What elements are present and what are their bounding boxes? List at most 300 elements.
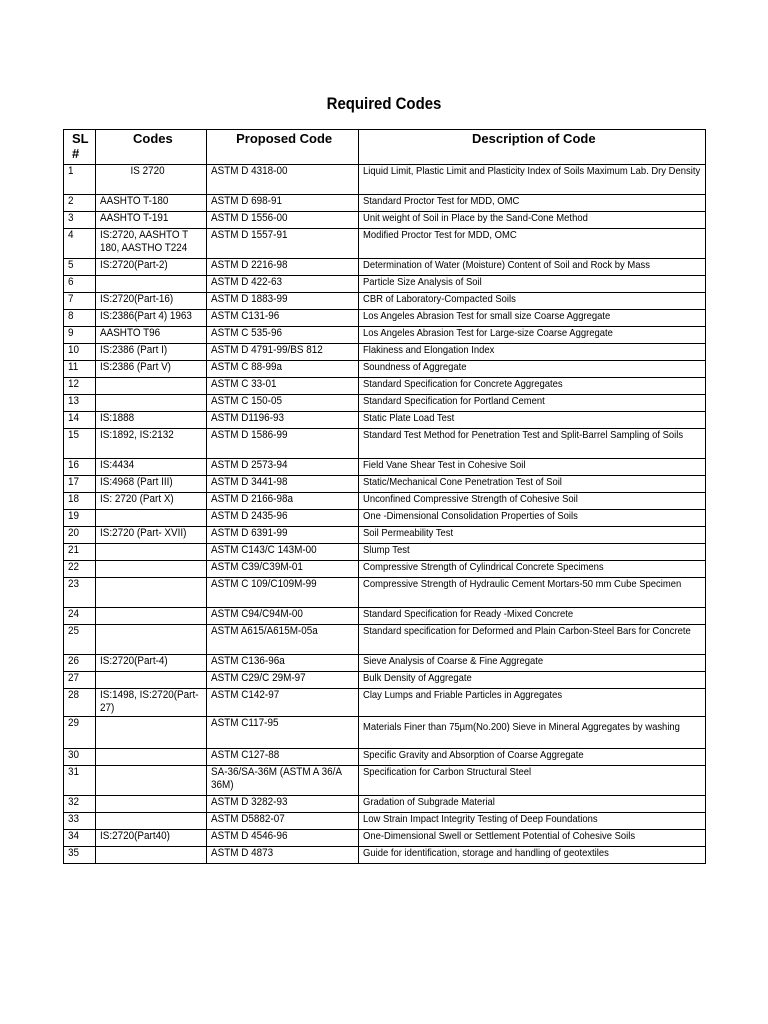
row-proposed-code-cell (206, 229, 358, 259)
row-proposed-code: ASTM C117-95 (210, 717, 279, 729)
row-codes-cell (96, 813, 207, 830)
row-proposed-code-cell (206, 813, 358, 830)
row-description: Bulk Density of Aggregate (362, 672, 472, 684)
row-codes-cell (96, 510, 207, 527)
row-description-cell (358, 412, 705, 429)
row-sl: 26 (68, 655, 80, 667)
row-sl-cell (64, 561, 96, 578)
row-codes-cell (96, 561, 207, 578)
row-description: CBR of Laboratory-Compacted Soils (362, 293, 516, 305)
row-codes-cell (96, 195, 207, 212)
table-row (64, 327, 706, 344)
row-proposed-code-cell (206, 276, 358, 293)
row-sl-cell (64, 766, 96, 796)
row-description: Standard Proctor Test for MDD, OMC (362, 195, 519, 207)
row-description-cell (358, 361, 705, 378)
row-sl: 4 (68, 229, 74, 241)
row-description-cell (358, 796, 705, 813)
table-row (64, 361, 706, 378)
row-codes: IS:1892, IS:2132 (100, 429, 174, 441)
row-description-cell (358, 429, 705, 459)
row-sl-cell (64, 493, 96, 510)
table-row (64, 229, 706, 259)
table-row (64, 195, 706, 212)
row-sl: 3 (68, 212, 74, 224)
row-sl-cell (64, 625, 96, 655)
row-proposed-code: ASTM C127-88 (210, 749, 279, 761)
row-codes-cell (96, 276, 207, 293)
row-codes: IS:1498, IS:2720(Part-27) (100, 689, 199, 714)
row-codes-cell (96, 625, 207, 655)
row-sl-cell (64, 212, 96, 229)
row-proposed-code: ASTM C 88-99a (210, 361, 282, 373)
row-proposed-code: ASTM D 3441-98 (210, 476, 288, 488)
row-description: Unit weight of Soil in Place by the Sand-Cone Method (362, 212, 588, 224)
row-description: Los Angeles Abrasion Test for Large-size Coarse Aggregate (362, 327, 613, 339)
table-row (64, 544, 706, 561)
row-sl: 5 (68, 259, 74, 271)
row-description-cell (358, 327, 705, 344)
row-proposed-code: ASTM D 6391-99 (210, 527, 288, 539)
row-proposed-code: ASTM A615/A615M-05a (210, 625, 318, 637)
table-row (64, 476, 706, 493)
row-proposed-code-cell (206, 796, 358, 813)
row-sl-cell (64, 378, 96, 395)
row-description: Unconfined Compressive Strength of Cohesive Soil (362, 493, 578, 505)
row-codes: IS:2720(Part-16) (100, 293, 174, 305)
row-description: Guide for identification, storage and handling of geotextiles (362, 847, 609, 859)
row-sl: 6 (68, 276, 74, 288)
row-proposed-code-cell (206, 361, 358, 378)
row-sl-cell (64, 717, 96, 749)
row-codes-cell (96, 527, 207, 544)
table-row (64, 395, 706, 412)
row-sl-cell (64, 327, 96, 344)
row-sl-cell (64, 310, 96, 327)
table-row (64, 412, 706, 429)
table-row (64, 165, 706, 195)
row-proposed-code: ASTM D 1557-91 (210, 229, 288, 241)
row-description: Standard Specification for Ready -Mixed Concrete (362, 608, 573, 620)
row-description-cell (358, 195, 705, 212)
row-codes-cell (96, 378, 207, 395)
row-proposed-code-cell (206, 395, 358, 412)
row-proposed-code-cell (206, 672, 358, 689)
row-description: Compressive Strength of Cylindrical Concrete Specimens (362, 561, 604, 573)
row-sl: 25 (68, 625, 80, 637)
row-sl: 10 (68, 344, 80, 356)
table-row (64, 310, 706, 327)
row-codes: IS:4434 (100, 459, 135, 471)
row-sl: 15 (68, 429, 80, 441)
row-description: One -Dimensional Consolidation Properties of Soils (362, 510, 578, 522)
row-codes-cell (96, 293, 207, 310)
row-description: Static/Mechanical Cone Penetration Test of Soil (362, 476, 562, 488)
row-codes-cell (96, 361, 207, 378)
row-codes-cell (96, 578, 207, 608)
row-description: One-Dimensional Swell or Settlement Potential of Cohesive Soils (362, 830, 635, 842)
row-sl: 35 (68, 847, 80, 859)
table-row (64, 429, 706, 459)
row-proposed-code: ASTM C29/C 29M-97 (210, 672, 306, 684)
row-proposed-code-cell (206, 310, 358, 327)
row-proposed-code: ASTM D 1556-00 (210, 212, 288, 224)
row-proposed-code-cell (206, 493, 358, 510)
row-sl-cell (64, 429, 96, 459)
table-row (64, 259, 706, 276)
row-proposed-code: ASTM D 4873 (210, 847, 273, 859)
row-proposed-code: ASTM D1196-93 (210, 412, 284, 424)
row-sl-cell (64, 847, 96, 864)
row-description: Standard Specification for Portland Cement (362, 395, 545, 407)
row-proposed-code-cell (206, 259, 358, 276)
row-proposed-code-cell (206, 766, 358, 796)
row-codes-cell (96, 310, 207, 327)
row-sl: 27 (68, 672, 80, 684)
table-row (64, 527, 706, 544)
row-description: Slump Test (362, 544, 410, 556)
header-sl: SL # (64, 130, 96, 165)
row-codes-cell (96, 259, 207, 276)
row-sl-cell (64, 276, 96, 293)
row-codes: IS:2720(Part-4) (100, 655, 168, 667)
row-codes-cell (96, 847, 207, 864)
table-row (64, 378, 706, 395)
row-codes: AASHTO T96 (100, 327, 161, 339)
row-sl-cell (64, 395, 96, 412)
row-proposed-code: ASTM C94/C94M-00 (210, 608, 303, 620)
table-row (64, 293, 706, 310)
table-row (64, 655, 706, 672)
row-proposed-code-cell (206, 429, 358, 459)
row-proposed-code: ASTM D 2573-94 (210, 459, 288, 471)
row-codes-cell (96, 165, 207, 195)
row-proposed-code: ASTM D 4791-99/BS 812 (210, 344, 323, 356)
row-proposed-code: SA-36/SA-36M (ASTM A 36/A 36M) (210, 766, 342, 791)
row-description-cell (358, 766, 705, 796)
row-sl-cell (64, 813, 96, 830)
row-sl-cell (64, 544, 96, 561)
row-proposed-code-cell (206, 165, 358, 195)
row-description: Determination of Water (Moisture) Content of Soil and Rock by Mass (362, 259, 650, 271)
row-codes-cell (96, 395, 207, 412)
row-description-cell (358, 276, 705, 293)
row-proposed-code: ASTM D 698-91 (210, 195, 282, 207)
row-proposed-code-cell (206, 212, 358, 229)
row-sl: 12 (68, 378, 80, 390)
row-description-cell (358, 476, 705, 493)
header-description: Description of Code (358, 130, 705, 165)
row-proposed-code-cell (206, 561, 358, 578)
row-codes: IS:2386 (Part V) (100, 361, 172, 373)
row-sl-cell (64, 830, 96, 847)
row-description-cell (358, 578, 705, 608)
header-codes: Codes (96, 130, 207, 165)
row-sl: 9 (68, 327, 74, 339)
row-proposed-code: ASTM C39/C39M-01 (210, 561, 303, 573)
row-description-cell (358, 459, 705, 476)
row-sl: 24 (68, 608, 80, 620)
table-row (64, 578, 706, 608)
row-description-cell (358, 813, 705, 830)
row-codes-cell (96, 749, 207, 766)
row-codes: IS:4968 (Part III) (100, 476, 173, 488)
row-codes: AASHTO T-191 (100, 212, 169, 224)
row-sl: 17 (68, 476, 80, 488)
row-sl: 29 (68, 717, 80, 729)
row-codes-cell (96, 344, 207, 361)
row-sl-cell (64, 672, 96, 689)
row-proposed-code-cell (206, 749, 358, 766)
row-proposed-code-cell (206, 655, 358, 672)
table-row (64, 608, 706, 625)
row-description-cell (358, 165, 705, 195)
row-description: Particle Size Analysis of Soil (362, 276, 482, 288)
row-proposed-code-cell (206, 459, 358, 476)
table-row (64, 717, 706, 749)
table-row (64, 830, 706, 847)
row-proposed-code: ASTM D 422-63 (210, 276, 282, 288)
row-codes: IS: 2720 (Part X) (100, 493, 174, 505)
row-description: Standard Test Method for Penetration Test and Split-Barrel Sampling of Soils (362, 429, 683, 441)
row-description-cell (358, 293, 705, 310)
row-codes-cell (96, 429, 207, 459)
row-sl: 1 (68, 165, 74, 177)
row-description: Soil Permeability Test (362, 527, 453, 539)
row-proposed-code: ASTM D 4318-00 (210, 165, 288, 177)
row-description-cell (358, 830, 705, 847)
row-description: Standard Specification for Concrete Aggregates (362, 378, 563, 390)
row-description-cell (358, 672, 705, 689)
row-sl-cell (64, 195, 96, 212)
table-row (64, 689, 706, 717)
row-codes-cell (96, 544, 207, 561)
row-proposed-code-cell (206, 578, 358, 608)
row-description: Liquid Limit, Plastic Limit and Plasticity Index of Soils Maximum Lab. Dry Density (362, 165, 700, 177)
table-row (64, 625, 706, 655)
row-proposed-code: ASTM C 535-96 (210, 327, 282, 339)
row-sl: 28 (68, 689, 80, 701)
row-codes-cell (96, 459, 207, 476)
row-sl-cell (64, 361, 96, 378)
row-description-cell (358, 527, 705, 544)
row-sl-cell (64, 476, 96, 493)
header-proposed-code: Proposed Code (206, 130, 358, 165)
row-sl: 7 (68, 293, 74, 305)
table-row (64, 847, 706, 864)
row-codes-cell (96, 229, 207, 259)
header-row (64, 130, 706, 165)
row-codes-cell (96, 830, 207, 847)
row-codes-cell (96, 493, 207, 510)
row-description: Modified Proctor Test for MDD, OMC (362, 229, 517, 241)
row-codes-cell (96, 412, 207, 429)
row-sl: 22 (68, 561, 80, 573)
row-description: Soundness of Aggregate (362, 361, 467, 373)
table-row (64, 212, 706, 229)
row-codes: IS 2720 (130, 165, 165, 177)
row-description-cell (358, 229, 705, 259)
row-proposed-code: ASTM D 3282-93 (210, 796, 288, 808)
row-sl: 19 (68, 510, 80, 522)
row-codes-cell (96, 796, 207, 813)
row-proposed-code-cell (206, 625, 358, 655)
row-proposed-code: ASTM D 1586-99 (210, 429, 288, 441)
row-sl: 8 (68, 310, 74, 322)
row-codes: IS:2386(Part 4) 1963 (100, 310, 192, 322)
row-sl-cell (64, 608, 96, 625)
row-proposed-code-cell (206, 378, 358, 395)
row-description-cell (358, 689, 705, 717)
row-proposed-code: ASTM C131-96 (210, 310, 279, 322)
row-codes: IS:2720(Part40) (100, 830, 170, 842)
row-description: Standard specification for Deformed and Plain Carbon-Steel Bars for Concrete (362, 625, 691, 637)
row-proposed-code: ASTM D 2435-96 (210, 510, 288, 522)
row-proposed-code: ASTM D 2166-98a (210, 493, 293, 505)
row-sl: 21 (68, 544, 80, 556)
row-description-cell (358, 608, 705, 625)
row-description: Los Angeles Abrasion Test for small size Coarse Aggregate (362, 310, 610, 322)
row-codes-cell (96, 717, 207, 749)
row-proposed-code-cell (206, 412, 358, 429)
row-description-cell (358, 344, 705, 361)
row-description-cell (358, 717, 705, 749)
row-description: Low Strain Impact Integrity Testing of Deep Foundations (362, 813, 598, 825)
row-proposed-code: ASTM C142-97 (210, 689, 279, 701)
row-sl-cell (64, 796, 96, 813)
row-description-cell (358, 625, 705, 655)
table-header (64, 130, 706, 165)
row-codes: IS:2720(Part-2) (100, 259, 168, 271)
row-sl-cell (64, 344, 96, 361)
row-proposed-code: ASTM C 109/C109M-99 (210, 578, 317, 590)
row-description-cell (358, 493, 705, 510)
row-proposed-code: ASTM D5882-07 (210, 813, 285, 825)
row-sl: 18 (68, 493, 80, 505)
row-description-cell (358, 310, 705, 327)
row-sl: 23 (68, 578, 80, 590)
row-sl: 2 (68, 195, 74, 207)
row-sl-cell (64, 527, 96, 544)
row-sl: 32 (68, 796, 80, 808)
table-row (64, 510, 706, 527)
row-description-cell (358, 212, 705, 229)
row-codes: AASHTO T-180 (100, 195, 169, 207)
row-description-cell (358, 510, 705, 527)
table-row (64, 276, 706, 293)
row-proposed-code: ASTM D 1883-99 (210, 293, 288, 305)
row-sl-cell (64, 165, 96, 195)
table-body (64, 165, 706, 864)
row-sl: 33 (68, 813, 80, 825)
table-row (64, 672, 706, 689)
row-description: Sieve Analysis of Coarse & Fine Aggregate (362, 655, 543, 667)
row-sl: 34 (68, 830, 80, 842)
row-sl-cell (64, 655, 96, 672)
row-codes-cell (96, 655, 207, 672)
row-codes-cell (96, 689, 207, 717)
row-proposed-code-cell (206, 344, 358, 361)
row-proposed-code-cell (206, 476, 358, 493)
row-description: Specific Gravity and Absorption of Coarse Aggregate (362, 749, 584, 761)
row-description: Static Plate Load Test (362, 412, 454, 424)
row-proposed-code-cell (206, 327, 358, 344)
row-proposed-code: ASTM C143/C 143M-00 (210, 544, 317, 556)
row-codes: IS:2720, AASHTO T 180, AASTHO T224 (100, 229, 189, 254)
row-sl: 14 (68, 412, 80, 424)
row-proposed-code: ASTM C 33-01 (210, 378, 277, 390)
row-description-cell (358, 847, 705, 864)
row-codes-cell (96, 327, 207, 344)
row-proposed-code: ASTM C 150-05 (210, 395, 282, 407)
row-sl: 30 (68, 749, 80, 761)
row-sl-cell (64, 578, 96, 608)
row-codes: IS:2386 (Part I) (100, 344, 168, 356)
row-proposed-code-cell (206, 510, 358, 527)
row-description: Field Vane Shear Test in Cohesive Soil (362, 459, 526, 471)
row-description: Materials Finer than 75µm(No.200) Sieve in Mineral Aggregates by washing (362, 721, 680, 733)
row-description-cell (358, 561, 705, 578)
row-description-cell (358, 655, 705, 672)
row-proposed-code-cell (206, 293, 358, 310)
row-sl-cell (64, 749, 96, 766)
row-sl-cell (64, 412, 96, 429)
row-proposed-code-cell (206, 689, 358, 717)
row-sl: 13 (68, 395, 80, 407)
codes-table (63, 129, 706, 864)
row-sl-cell (64, 459, 96, 476)
table-row (64, 344, 706, 361)
row-description: Specification for Carbon Structural Steel (362, 766, 531, 778)
row-proposed-code: ASTM C136-96a (210, 655, 285, 667)
row-proposed-code-cell (206, 195, 358, 212)
table-row (64, 749, 706, 766)
row-codes-cell (96, 608, 207, 625)
table-row (64, 796, 706, 813)
row-proposed-code: ASTM D 2216-98 (210, 259, 288, 271)
table-row (64, 766, 706, 796)
row-description-cell (358, 395, 705, 412)
row-codes: IS:1888 (100, 412, 135, 424)
row-proposed-code-cell (206, 830, 358, 847)
row-description-cell (358, 378, 705, 395)
row-description: Flakiness and Elongation Index (362, 344, 494, 356)
row-proposed-code-cell (206, 527, 358, 544)
row-description: Compressive Strength of Hydraulic Cement Mortars-50 mm Cube Specimen (362, 578, 681, 590)
table-row (64, 561, 706, 578)
row-sl: 31 (68, 766, 80, 778)
row-description-cell (358, 749, 705, 766)
row-codes-cell (96, 212, 207, 229)
row-proposed-code: ASTM D 4546-96 (210, 830, 288, 842)
row-proposed-code-cell (206, 717, 358, 749)
row-sl: 11 (68, 361, 79, 373)
table-row (64, 493, 706, 510)
row-sl: 20 (68, 527, 80, 539)
row-proposed-code-cell (206, 608, 358, 625)
table-row (64, 459, 706, 476)
row-sl-cell (64, 229, 96, 259)
row-sl-cell (64, 689, 96, 717)
row-sl-cell (64, 259, 96, 276)
row-proposed-code-cell (206, 544, 358, 561)
row-description-cell (358, 544, 705, 561)
row-sl-cell (64, 293, 96, 310)
row-description: Gradation of Subgrade Material (362, 796, 495, 808)
table-row (64, 813, 706, 830)
row-proposed-code-cell (206, 847, 358, 864)
row-codes: IS:2720 (Part- XVII) (100, 527, 187, 539)
